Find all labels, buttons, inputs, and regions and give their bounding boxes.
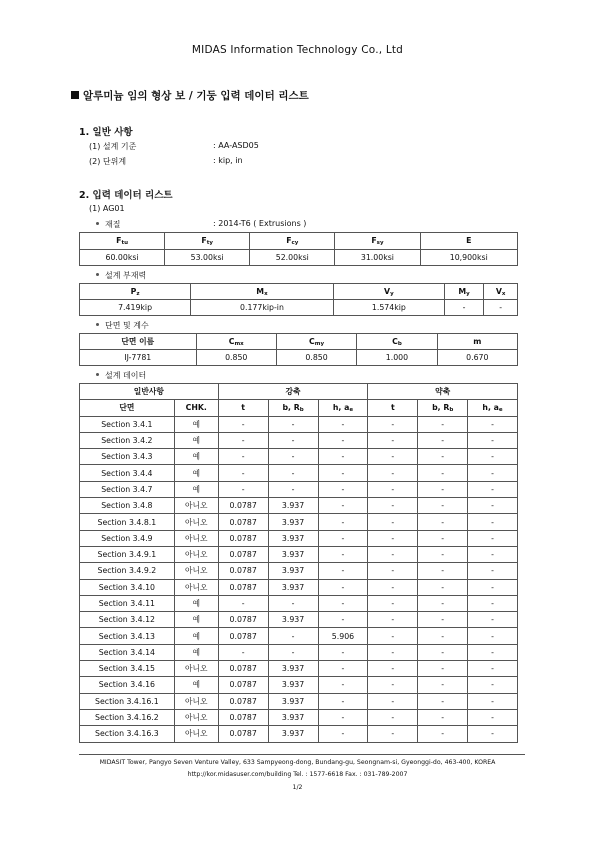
col-chk-header: CHK. [174,400,218,416]
unit-system-label: (2) 단위계 [89,157,127,166]
col-weak-t-header: t [368,400,418,416]
table-cell: 0.0787 [218,693,268,709]
force-table-header-4: $V_x$ [484,284,518,300]
table-cell: 예 [174,416,218,432]
table-cell: - [468,677,518,693]
table-row [80,546,518,562]
table-cell: - [318,530,368,546]
table-cell: 0.0787 [218,498,268,514]
table-row [80,498,518,514]
table-cell: - [418,481,468,497]
table-cell: - [368,612,418,628]
material-table-header-4: E [420,233,518,250]
table-cell: - [418,612,468,628]
coef-table-header-3: $C_b$ [357,334,437,350]
table-cell: - [218,432,268,448]
table-cell: - [368,449,418,465]
table-cell: - [468,530,518,546]
table-cell: 3.937 [268,612,318,628]
table-row [80,628,518,644]
table-row [80,709,518,725]
table-cell: 0.0787 [218,661,268,677]
table-cell: - [218,416,268,432]
table-row [80,449,518,465]
table-cell: - [418,498,468,514]
table-cell: 아니오 [174,709,218,725]
table-cell: 아니오 [174,579,218,595]
table-cell: 0.0787 [218,579,268,595]
force-table-header-0: $P_z$ [80,284,191,300]
col-strong-h-header: h, $a_e$ [318,400,368,416]
design-force-table [79,283,518,316]
section2-heading: 2. 입력 데이터 리스트 [79,190,173,201]
table-cell: 3.937 [268,579,318,595]
table-cell: 아니오 [174,661,218,677]
section-coef-table [79,333,518,366]
table-cell: - [268,644,318,660]
table-cell: Section 3.4.7 [80,481,175,497]
table-cell: - [218,465,268,481]
coef-table-header-2: $C_{my}$ [276,334,356,350]
material-table-header-0: $F_{tu}$ [80,233,165,250]
force-table-value-4: - [484,300,518,316]
coef-table-header-4: m [437,334,517,350]
coef-table-header-1: $C_{mx}$ [196,334,276,350]
table-cell: - [218,481,268,497]
unit-system-value: : kip, in [213,156,243,165]
material-table-value-4: 10,900ksi [420,249,518,266]
table-cell: 아니오 [174,693,218,709]
table-cell: Section 3.4.13 [80,628,175,644]
table-row [80,514,518,530]
table-cell: - [368,661,418,677]
table-cell: 0.0787 [218,612,268,628]
material-table-value-0: 60.00ksi [80,249,165,266]
table-cell: - [368,546,418,562]
material-table-value-1: 53.00ksi [165,249,250,266]
table-cell: 예 [174,481,218,497]
section1-heading: 1. 일반 사항 [79,127,133,138]
material-table-value-3: 31.00ksi [335,249,420,266]
table-cell: - [218,449,268,465]
table-cell: 0.0787 [218,709,268,725]
table-row [80,693,518,709]
table-cell: - [368,628,418,644]
force-table-header-2: $V_y$ [333,284,444,300]
table-cell: - [318,661,368,677]
table-cell: - [318,595,368,611]
table-cell: Section 3.4.9.2 [80,563,175,579]
group-weak-axis-header: 약축 [368,384,518,400]
table-cell: - [368,416,418,432]
table-cell: 3.937 [268,530,318,546]
table-cell: - [368,530,418,546]
table-cell: - [468,661,518,677]
table-cell: - [368,726,418,742]
col-weak-h-header: h, $a_e$ [468,400,518,416]
table-cell: - [468,449,518,465]
table-cell: Section 3.4.16.2 [80,709,175,725]
table-cell: - [318,677,368,693]
company-name: MIDAS Information Technology Co., Ltd [191,44,404,56]
table-cell: Section 3.4.16.1 [80,693,175,709]
table-cell: Section 3.4.11 [80,595,175,611]
table-cell: - [268,595,318,611]
table-cell: 예 [174,612,218,628]
table-cell: - [418,709,468,725]
material-label: 재질 [96,219,120,230]
table-cell: - [318,449,368,465]
table-cell: - [468,546,518,562]
table-cell: - [468,644,518,660]
table-cell: - [418,661,468,677]
table-cell: 0.0787 [218,546,268,562]
table-cell: - [368,514,418,530]
table-cell: - [418,514,468,530]
table-cell: - [318,416,368,432]
table-cell: - [468,432,518,448]
table-cell: - [468,709,518,725]
table-row [80,481,518,497]
table-cell: 예 [174,677,218,693]
table-cell: 5.906 [318,628,368,644]
table-cell: Section 3.4.8.1 [80,514,175,530]
table-cell: - [468,465,518,481]
page-number: 1/2 [292,784,303,791]
table-cell: - [318,612,368,628]
table-cell: 0.0787 [218,628,268,644]
table-cell: - [318,546,368,562]
table-cell: Section 3.4.12 [80,612,175,628]
table-cell: 0.0787 [218,514,268,530]
table-cell: - [418,595,468,611]
table-cell: - [318,644,368,660]
force-table-value-3: - [444,300,483,316]
table-row [80,612,518,628]
coef-table-value-2: 0.850 [276,350,356,366]
table-cell: 3.937 [268,709,318,725]
coef-table-value-4: 0.670 [437,350,517,366]
table-cell: - [418,530,468,546]
table-cell: Section 3.4.9 [80,530,175,546]
table-cell: - [318,432,368,448]
table-cell: 아니오 [174,498,218,514]
table-cell: 0.0787 [218,726,268,742]
table-cell: 예 [174,432,218,448]
force-table-value-0: 7.419kip [80,300,191,316]
force-table-header-3: $M_y$ [444,284,483,300]
footer-divider [79,754,525,755]
table-cell: - [318,481,368,497]
table-cell: - [368,709,418,725]
coef-table-header-0: 단면 이름 [80,334,197,350]
table-cell: - [418,579,468,595]
table-cell: - [468,481,518,497]
table-cell: - [318,563,368,579]
footer-contact: http://kor.midasuser.com/building Tel. : 1577-6618 Fax. : 031-789-2007 [187,771,408,778]
table-cell: Section 3.4.9.1 [80,546,175,562]
group-general-header: 일반사항 [80,384,219,400]
force-table-header-1: $M_x$ [191,284,334,300]
design-data-label: 설계 데이터 [96,370,146,381]
table-cell: - [368,498,418,514]
table-cell: - [318,465,368,481]
table-cell: 아니오 [174,546,218,562]
square-bullet-icon [71,91,79,99]
table-cell: - [268,449,318,465]
table-cell: - [368,481,418,497]
table-cell: - [368,432,418,448]
material-table-value-2: 52.00ksi [250,249,335,266]
table-cell: - [418,449,468,465]
table-cell: - [468,726,518,742]
table-cell: 아니오 [174,563,218,579]
table-cell: - [468,498,518,514]
table-cell: Section 3.4.4 [80,465,175,481]
table-cell: - [268,465,318,481]
table-cell: 3.937 [268,677,318,693]
table-cell: 3.937 [268,693,318,709]
table-cell: 3.937 [268,726,318,742]
table-cell: - [318,726,368,742]
table-cell: 0.0787 [218,563,268,579]
design-code-label: (1) 설계 기준 [89,142,137,151]
table-row [80,465,518,481]
material-value: : 2014-T6 ( Extrusions ) [213,219,307,228]
col-weak-b-header: b, $R_b$ [418,400,468,416]
bullet-dot-icon [96,373,99,376]
table-row [80,432,518,448]
table-cell: Section 3.4.15 [80,661,175,677]
table-cell: - [368,677,418,693]
coef-table-value-0: IJ-7781 [80,350,197,366]
table-cell: 아니오 [174,530,218,546]
table-cell: 3.937 [268,546,318,562]
design-force-label: 설계 부재력 [96,270,146,281]
table-cell: - [468,579,518,595]
table-cell: - [468,563,518,579]
table-cell: - [268,432,318,448]
table-cell: 예 [174,628,218,644]
table-cell: Section 3.4.1 [80,416,175,432]
table-cell: 3.937 [268,661,318,677]
table-row [80,563,518,579]
table-cell: - [268,628,318,644]
table-cell: - [418,628,468,644]
table-cell: 예 [174,465,218,481]
material-table-header-1: $F_{ty}$ [165,233,250,250]
footer-address: MIDASIT Tower, Pangyo Seven Venture Valley, 633 Sampyeong-dong, Bundang-gu, Seongnam-si, Gyeonggi-do, 463-400, KOREA [99,759,496,766]
table-cell: - [468,514,518,530]
table-cell: - [218,595,268,611]
table-cell: - [368,693,418,709]
table-cell: - [468,416,518,432]
table-cell: - [418,644,468,660]
document-title [71,88,309,103]
table-cell: - [318,498,368,514]
table-cell: - [468,628,518,644]
col-section-header: 단면 [80,400,175,416]
table-cell: 예 [174,644,218,660]
section-coef-label: 단면 및 계수 [96,320,149,331]
table-cell: - [468,595,518,611]
table-row [80,416,518,432]
table-cell: - [418,563,468,579]
table-cell: - [268,481,318,497]
table-row [80,579,518,595]
table-cell: 3.937 [268,514,318,530]
design-code-value: : AA-ASD05 [213,141,259,150]
force-table-value-2: 1.574kip [333,300,444,316]
table-cell: - [468,612,518,628]
col-strong-b-header: b, $R_b$ [268,400,318,416]
table-cell: - [318,693,368,709]
table-row [80,644,518,660]
table-cell: - [418,677,468,693]
table-cell: - [418,546,468,562]
table-row [80,726,518,742]
group-strong-axis-header: 강축 [218,384,368,400]
document-title-text: 알루미늄 임의 형상 보 / 기둥 입력 데이터 리스트 [83,90,309,102]
table-cell: - [368,644,418,660]
bullet-dot-icon [96,323,99,326]
table-cell: - [418,693,468,709]
table-cell: - [218,644,268,660]
table-cell: 0.0787 [218,530,268,546]
bullet-dot-icon [96,222,99,225]
table-cell: Section 3.4.10 [80,579,175,595]
coef-table-value-3: 1.000 [357,350,437,366]
coef-table-value-1: 0.850 [196,350,276,366]
material-table [79,232,518,266]
table-cell: - [368,579,418,595]
table-row [80,661,518,677]
table-row [80,595,518,611]
table-cell: Section 3.4.16 [80,677,175,693]
design-data-table [79,383,518,743]
table-cell: - [418,726,468,742]
table-cell: Section 3.4.3 [80,449,175,465]
table-cell: - [368,595,418,611]
table-cell: - [418,416,468,432]
table-cell: Section 3.4.8 [80,498,175,514]
table-cell: 아니오 [174,514,218,530]
table-cell: - [418,465,468,481]
table-cell: 아니오 [174,726,218,742]
force-table-value-1: 0.177kip-in [191,300,334,316]
table-cell: Section 3.4.2 [80,432,175,448]
table-cell: 3.937 [268,498,318,514]
table-cell: - [468,693,518,709]
table-cell: - [368,563,418,579]
table-cell: Section 3.4.14 [80,644,175,660]
bullet-dot-icon [96,273,99,276]
table-cell: 0.0787 [218,677,268,693]
table-cell: 예 [174,595,218,611]
table-cell: - [318,514,368,530]
table-cell: 3.937 [268,563,318,579]
table-cell: Section 3.4.16.3 [80,726,175,742]
table-cell: - [418,432,468,448]
table-cell: - [268,416,318,432]
table-row [80,677,518,693]
table-cell: - [318,709,368,725]
table-row [80,530,518,546]
table-cell: - [368,465,418,481]
member-name: (1) AG01 [89,204,125,213]
material-table-header-3: $F_{sy}$ [335,233,420,250]
table-cell: - [318,579,368,595]
table-cell: 예 [174,449,218,465]
col-strong-t-header: t [218,400,268,416]
material-table-header-2: $F_{cy}$ [250,233,335,250]
